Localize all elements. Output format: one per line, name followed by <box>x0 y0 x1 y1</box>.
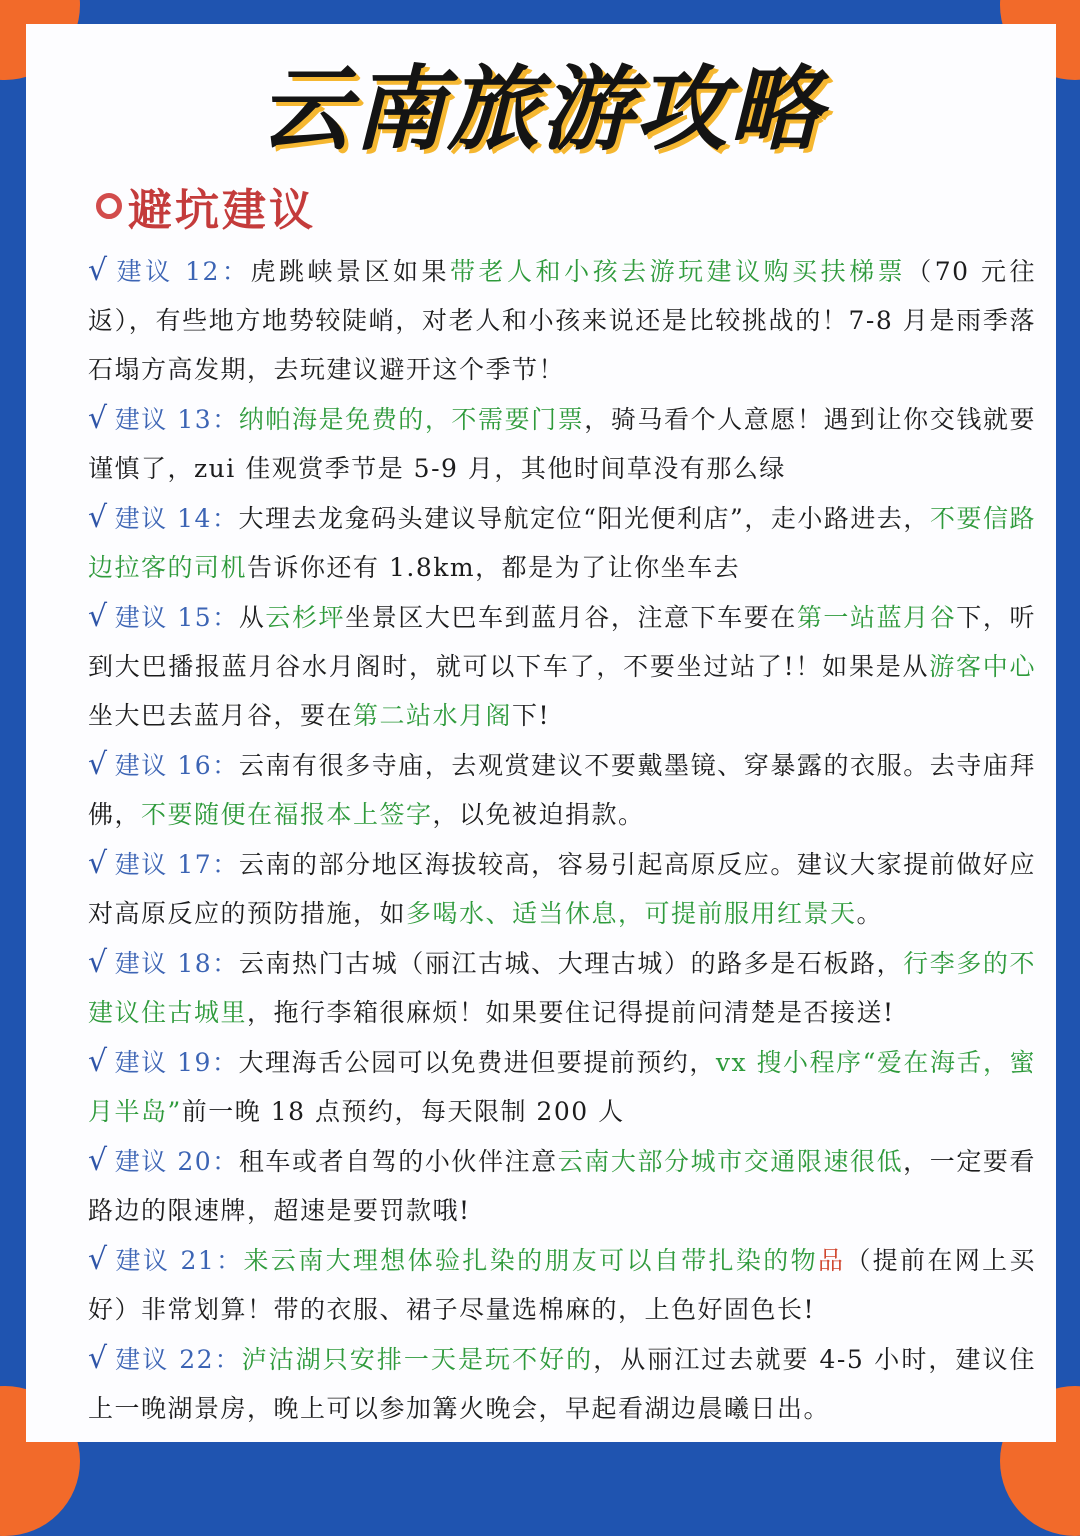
tip-item <box>88 740 1036 839</box>
tip-item <box>88 592 1036 740</box>
tip-label: 建议 15： <box>114 603 239 632</box>
tip-highlight: 第一站蓝月谷 <box>796 603 957 632</box>
tip-highlight: 行李多的不建议住古城里 <box>88 949 1036 1027</box>
ring-icon <box>96 193 122 219</box>
tip-label: 建议 12： <box>114 257 251 286</box>
tip-label: 建议 19： <box>114 1048 239 1077</box>
tip-highlight: 不要随便在福报本上签字 <box>141 800 433 829</box>
tip-highlight: 纳帕海是免费的，不需要门票 <box>238 405 585 434</box>
tip-text: ，以免被迫捐款。 <box>432 800 645 829</box>
tip-highlight: 品 <box>817 1246 846 1275</box>
tip-text: （提前在网上买好）非常划算！带的衣服、裙子尽量选棉麻的，上色好固色长! <box>88 1246 1036 1324</box>
check-icon: √ <box>88 401 109 436</box>
tip-label: 建议 16： <box>114 751 239 780</box>
tip-text: 告诉你还有 1.8km，都是为了让你坐车去 <box>247 553 741 582</box>
check-icon: √ <box>88 1143 109 1178</box>
check-icon: √ <box>88 1341 109 1376</box>
check-icon: √ <box>88 747 109 782</box>
tip-text: 云南热门古城（丽江古城、大理古城）的路多是石板路， <box>238 949 904 978</box>
check-icon: √ <box>88 253 109 288</box>
check-icon: √ <box>88 500 109 535</box>
tip-highlight: 多喝水、适当休息，可提前服用红景天 <box>406 899 857 928</box>
tip-text: 大理海舌公园可以免费进但要提前预约， <box>238 1048 716 1077</box>
tip-text: 坐大巴去蓝月谷，要在 <box>88 701 354 730</box>
tip-label: 建议 21： <box>114 1246 244 1275</box>
tip-text: 租车或者自驾的小伙伴注意 <box>238 1147 558 1176</box>
tip-item <box>88 246 1036 394</box>
tip-text: ，骑马看个人意愿！遇到让你交钱就要谨慎了，zui 佳观赏季节是 5-9 月，其他时间草没有那么绿 <box>88 405 1036 483</box>
tip-label: 建议 17： <box>114 850 239 879</box>
tip-highlight: 泸沽湖只安排一天是玩不好的 <box>241 1345 594 1374</box>
tip-text: 大理去龙龛码头建议导航定位“阳光便利店”，走小路进去， <box>238 504 930 533</box>
check-icon: √ <box>88 846 109 881</box>
check-icon: √ <box>88 1044 109 1079</box>
tip-text: 云南有很多寺庙，去观赏建议不要戴墨镜、穿暴露的衣服。去寺庙拜佛， <box>88 751 1036 829</box>
tip-text: 云南的部分地区海拔较高，容易引起高原反应。建议大家提前做好应对高原反应的预防措施，如 <box>88 850 1036 928</box>
tip-item <box>88 394 1036 493</box>
tip-highlight: 云南大部分城市交通限速很低 <box>557 1147 904 1176</box>
tip-text: 虎跳峡景区如果 <box>250 257 451 286</box>
tip-item <box>88 839 1036 938</box>
tip-label: 建议 18： <box>114 949 239 978</box>
tip-text: 坐景区大巴车到蓝月谷，注意下车要在 <box>345 603 797 632</box>
tip-highlight: 来云南大理想体验扎染的朋友可以自带扎染的物 <box>243 1246 818 1275</box>
section-title: 避坑建议 <box>128 185 316 236</box>
tip-text: ，一定要看路边的限速牌，超速是要罚款哦! <box>88 1147 1036 1225</box>
tip-label: 建议 14： <box>114 504 239 533</box>
tip-label: 建议 20： <box>114 1147 239 1176</box>
check-icon: √ <box>88 599 109 634</box>
tip-item <box>88 938 1036 1037</box>
tip-text: 下! <box>512 701 551 730</box>
tip-text: 前一晚 18 点预约，每天限制 200 人 <box>181 1097 625 1126</box>
tip-text: ，拖行李箱很麻烦！如果要住记得提前问清楚是否接送! <box>247 998 895 1027</box>
tip-item <box>88 1136 1036 1235</box>
check-icon: √ <box>88 945 109 980</box>
page-title: 云南旅游攻略 <box>258 56 823 163</box>
content-card <box>26 24 1056 1442</box>
tip-text: 从 <box>238 603 266 632</box>
tip-item <box>88 1334 1036 1433</box>
tip-highlight: 游客中心 <box>929 652 1036 681</box>
tip-text: ，从丽江过去就要 4-5 小时，建议住上一晚湖景房，晚上可以参加篝火晚会，早起看湖边晨曦日出。 <box>88 1345 1036 1423</box>
tip-label: 建议 13： <box>114 405 239 434</box>
tip-text: （70 元往返），有些地方地势较陡峭，对老人和小孩来说还是比较挑战的！7-8 月是雨季落石塌方高发期，去玩建议避开这个季节！ <box>88 257 1036 384</box>
check-icon: √ <box>88 1242 109 1277</box>
tip-highlight: 带老人和小孩去游玩建议购买扶梯票 <box>450 257 907 286</box>
tip-item <box>88 1235 1036 1334</box>
tip-item <box>88 493 1036 592</box>
tip-text: 。 <box>856 899 884 928</box>
tip-label: 建议 22： <box>114 1345 242 1374</box>
tip-highlight: 第二站水月阁 <box>353 701 513 730</box>
tip-highlight: 云杉坪 <box>265 603 346 632</box>
section-header <box>96 176 316 236</box>
tip-highlight: 不要信路边拉客的司机 <box>88 504 1036 582</box>
tip-highlight: vx 搜小程序“爱在海舌，蜜月半岛” <box>88 1048 1036 1126</box>
tips-list <box>88 246 1036 1433</box>
tip-item <box>88 1037 1036 1136</box>
tip-text: 下，听到大巴播报蓝月谷水月阁时，就可以下车了，不要坐过站了!！如果是从 <box>88 603 1036 681</box>
